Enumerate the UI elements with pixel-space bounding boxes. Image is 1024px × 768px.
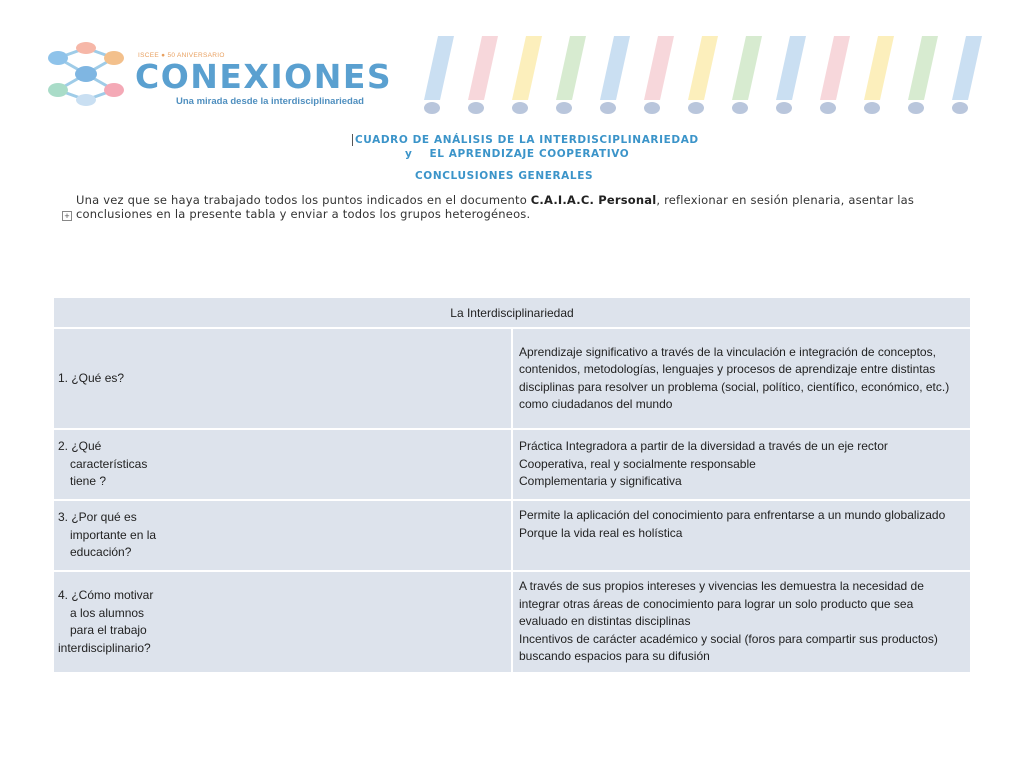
- question-text: 4. ¿Cómo motivar: [58, 588, 154, 602]
- conexiones-logo: [40, 40, 393, 110]
- question-cell: [53, 328, 512, 429]
- answer-text: Incentivos de carácter académico y social (foros para compartir sus productos) buscando espacios para su difusión: [519, 631, 938, 663]
- question-text: tiene ?: [70, 474, 107, 489]
- answer-cell: [512, 429, 971, 500]
- stripe-dot: [512, 102, 528, 114]
- table-header-row: [53, 297, 971, 328]
- decorative-stripes-banner: [416, 36, 988, 116]
- stripe-shape: [952, 36, 982, 100]
- stripe-shape: [644, 36, 674, 100]
- answer-text: Permite la aplicación del conocimiento para enfrentarse a un mundo globalizado: [519, 508, 946, 522]
- question-cell: [53, 571, 512, 673]
- question-text: 1. ¿Qué es?: [58, 370, 125, 385]
- analysis-table: [52, 296, 972, 674]
- document-title: CUADRO DE ANÁLISIS DE LA INTERDISCIPLINARIEDAD: [352, 134, 699, 146]
- table-row: [53, 429, 971, 500]
- question-text: 3. ¿Por qué es: [58, 510, 137, 525]
- stripe-dot: [952, 102, 968, 114]
- intro-document-name: C.A.I.A.C. Personal: [530, 193, 657, 207]
- question-text: importante en la: [70, 527, 157, 542]
- stripe-dot: [820, 102, 836, 114]
- stripe-dot: [732, 102, 748, 114]
- stripe-shape: [908, 36, 938, 100]
- question-cell: [53, 429, 512, 500]
- table-row: [53, 328, 971, 429]
- stripe-shape: [864, 36, 894, 100]
- stripe-dot: [468, 102, 484, 114]
- stripe-shape: [600, 36, 630, 100]
- stripe-dot: [424, 102, 440, 114]
- table-move-handle-icon[interactable]: +: [62, 211, 72, 221]
- table-title: La Interdisciplinariedad: [53, 297, 971, 328]
- answer-cell: [512, 500, 971, 571]
- intro-text-start: Una vez que se haya trabajado todos los puntos indicados en el documento: [76, 193, 531, 207]
- answer-text: Práctica Integradora a partir de la diversidad a través de un eje rector: [519, 439, 888, 454]
- logo-anniversary-text: ISCEE ● 50 ANIVERSARIO: [138, 52, 225, 59]
- stripe-shape: [820, 36, 850, 100]
- answer-text: Aprendizaje significativo a través de la vinculación e integración de conceptos, contenidos, metodologías, lenguajes y procesos de aprendizaje entre distintas disciplinas para resolver un problema (social, político, científico, económico, etc.) como ciudadanos del mundo: [519, 344, 950, 411]
- stripe-shape: [512, 36, 542, 100]
- table-row: [53, 500, 971, 571]
- answer-text: Cooperativa, real y socialmente responsable: [519, 456, 756, 471]
- question-text: 2. ¿Qué: [58, 439, 102, 454]
- section-title: CONCLUSIONES GENERALES: [415, 170, 594, 182]
- stripe-dot: [864, 102, 880, 114]
- answer-text: A través de sus propios intereses y vivencias les demuestra la necesidad de integrar otras áreas de conocimiento para lograr un solo producto que sea evaluado en distintas disciplinas: [519, 579, 924, 628]
- stripe-dot: [908, 102, 924, 114]
- stripe-dot: [776, 102, 792, 114]
- document-subtitle: y EL APRENDIZAJE COOPERATIVO: [405, 148, 630, 160]
- answer-cell: [512, 328, 971, 429]
- stripe-shape: [556, 36, 586, 100]
- stripe-dot: [644, 102, 660, 114]
- question-text: interdisciplinario?: [58, 640, 151, 655]
- instructions-paragraph: [76, 193, 956, 221]
- question-cell: [53, 500, 512, 571]
- question-text: educación?: [70, 545, 132, 560]
- logo-wordmark: CONEXIONES: [135, 57, 393, 96]
- stripe-shape: [424, 36, 454, 100]
- stripe-dot: [600, 102, 616, 114]
- logo-tagline: Una mirada desde la interdisciplinariedad: [176, 96, 364, 107]
- intro-text-end: , reflexionar en sesión plenaria, asentar las conclusiones en la presente tabla y enviar a todos los grupos heterogéneos.: [76, 193, 915, 221]
- answer-cell: [512, 571, 971, 673]
- question-text: características: [70, 456, 148, 471]
- molecule-logo-icon: [40, 42, 132, 106]
- stripe-shape: [776, 36, 806, 100]
- answer-text: Porque la vida real es holística: [519, 525, 683, 540]
- question-text: a los alumnos: [70, 605, 145, 620]
- question-text: para el trabajo: [70, 623, 147, 637]
- stripe-dot: [688, 102, 704, 114]
- table-row: [53, 571, 971, 673]
- stripe-shape: [688, 36, 718, 100]
- stripe-dot: [556, 102, 572, 114]
- stripe-shape: [468, 36, 498, 100]
- stripe-shape: [732, 36, 762, 100]
- answer-text: Complementaria y significativa: [519, 474, 682, 489]
